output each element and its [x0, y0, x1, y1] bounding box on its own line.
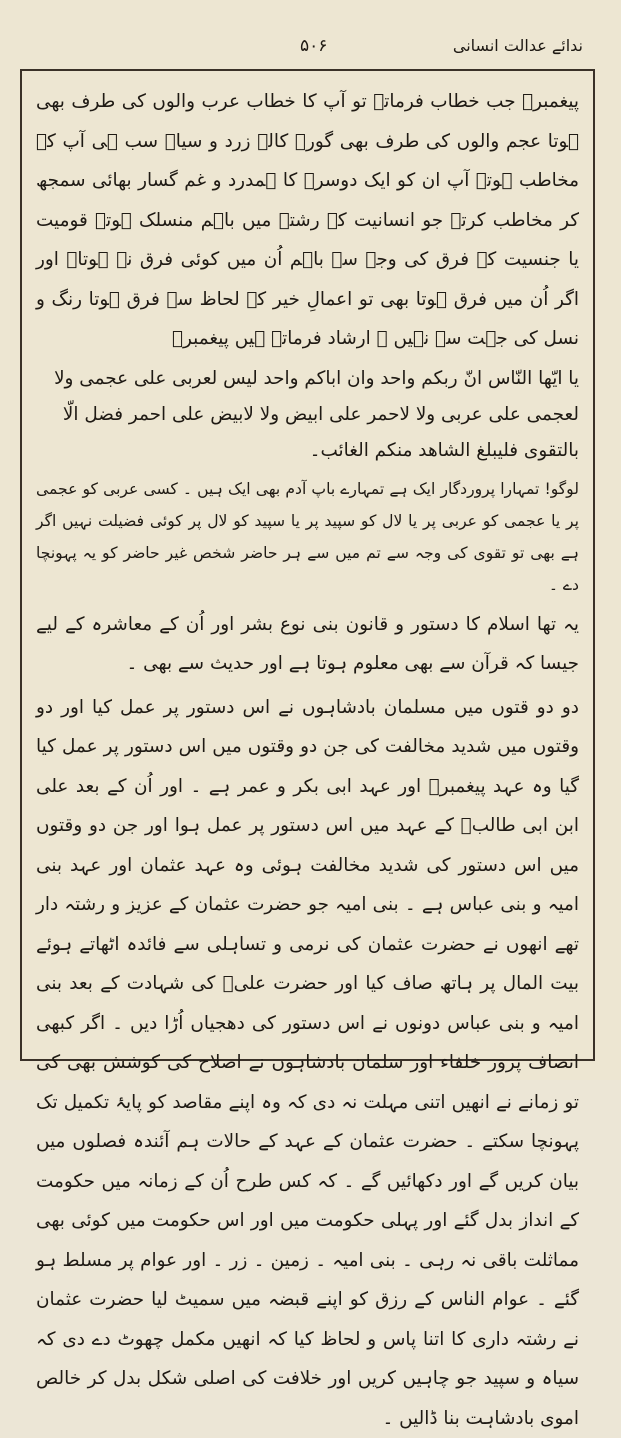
running-head [20, 32, 601, 62]
arabic-hadith-quote: یا ایّھا النّاس انّ ربکم واحد وان اباکم واحد لیس لعربی علی عجمی ولا لعجمی علی عربی ولا لاحمر علی ابیض ولا لابیض علی احمر فضل الّا بالتقوی فلیبلغ الشاھد منکم الغائب۔ [36, 361, 579, 469]
paragraph-prophet-address: پیغمبرؐ جب خطاب فرماتے تو آپ کا خطاب عرب والوں کی طرف بھی ہوتا عجم والوں کی طرف بھی گورے کالے زرد و سیاہ سب ہی آپ کے مخاطب ہوتے آپ ان کو ایک دوسرے کا ہمدرد و غم گسار بھائی سمجھ کر مخاطب کرتے جو انسانیت کے رشتے میں باہم منسلک ہوتے قومیت یا جنسیت کے فرق کی وجہ سے باہم اُن میں کوئی فرق نہ ہوتا۔ اور اگر اُن میں فرق ہوتا بھی تو اعمالِ خیر کے لحاظ سے فرق ہوتا رنگ و نسل کی جہت سے نہیں ۔ ارشاد فرماتے ہیں پیغمبرؐ [36, 82, 579, 359]
page-number: ۵۰۶ [300, 36, 327, 56]
hadith-translation: لوگو! تمہارا پروردگار ایک ہے تمہارے باپ آدم بھی ایک ہیں ۔ کسی عربی کو عجمی پر یا عجمی کو عربی پر یا لال کو سپید پر یا سپید کو لال پر کوئی فضیلت نہیں اگر ہے بھی تو تقوی کی وجہ سے تم میں سے ہر حاضر شخص غیر حاضر کو یہ پہونچا دے ۔ [36, 473, 579, 601]
book-title: ندائے عدالت انسانی [453, 36, 583, 55]
paragraph-history: دو دو قتوں میں مسلمان بادشاہوں نے اس دستور پر عمل کیا اور دو وقتوں میں شدید مخالفت کی جن دو وقتوں میں اس دستور پر عمل کیا گیا وہ عہد پیغمبرؐ اور عہد ابی بکر و عمر ہے ۔ اور اُن کے بعد علی ابن ابی طالبؑ کے عہد میں اس دستور پر عمل ہوا اور جن دو وقتوں میں اس دستور کی شدید مخالفت ہوئی وہ عہد عثمان اور عہد بنی امیہ و بنی عباس ہے ۔ بنی امیہ جو حضرت عثمان کے عزیز و رشتہ دار تھے انھوں نے حضرت عثمان کی نرمی و تساہلی سے فائدہ اٹھاتے ہوئے بیت المال پر ہاتھ صاف کیا اور حضرت علیؑ کی شہادت کے بعد بنی امیہ و بنی عباس دونوں نے اس دستور کی دھجیاں اُڑا دیں ۔ اگر کبھی انصاف پرور خلفاء اور سلمان بادشاہوں نے اصلاح کی کوشش بھی کی تو زمانے نے انھیں اتنی مہلت نہ دی کہ وہ اپنے مقاصد کو پایۂ تکمیل تک پہونچا سکتے ۔ حضرت عثمان کے عہد کے حالات ہم آئندہ فصلوں میں بیان کریں گے اور دکھائیں گے ۔ کہ کس طرح اُن کے زمانہ میں حکومت کے انداز بدل گئے اور پہلی حکومت میں اور اس حکومت میں کوئی بھی مماثلت باقی نہ رہی ۔ بنی امیہ ۔ زمین ۔ زر ۔ اور عوام پر مسلط ہو گئے ۔ عوام الناس کے رزق کو اپنے قبضہ میں سمیٹ لیا حضرت عثمان نے رشتہ داری کا اتنا پاس و لحاظ کیا کہ انھیں مکمل چھوٹ دے دی کہ سیاہ و سپید جو چاہیں کریں اور خلافت کی اصلی شکل بدل کر خالص اموی بادشاہت بنا ڈالیں ۔ [36, 688, 579, 1438]
page-body [36, 82, 579, 1052]
paragraph-islamic-constitution: یہ تھا اسلام کا دستور و قانون بنی نوع بشر اور اُن کے معاشرہ کے لیے جیسا کہ قرآن سے بھی معلوم ہوتا ہے اور حدیث سے بھی ۔ [36, 605, 579, 684]
